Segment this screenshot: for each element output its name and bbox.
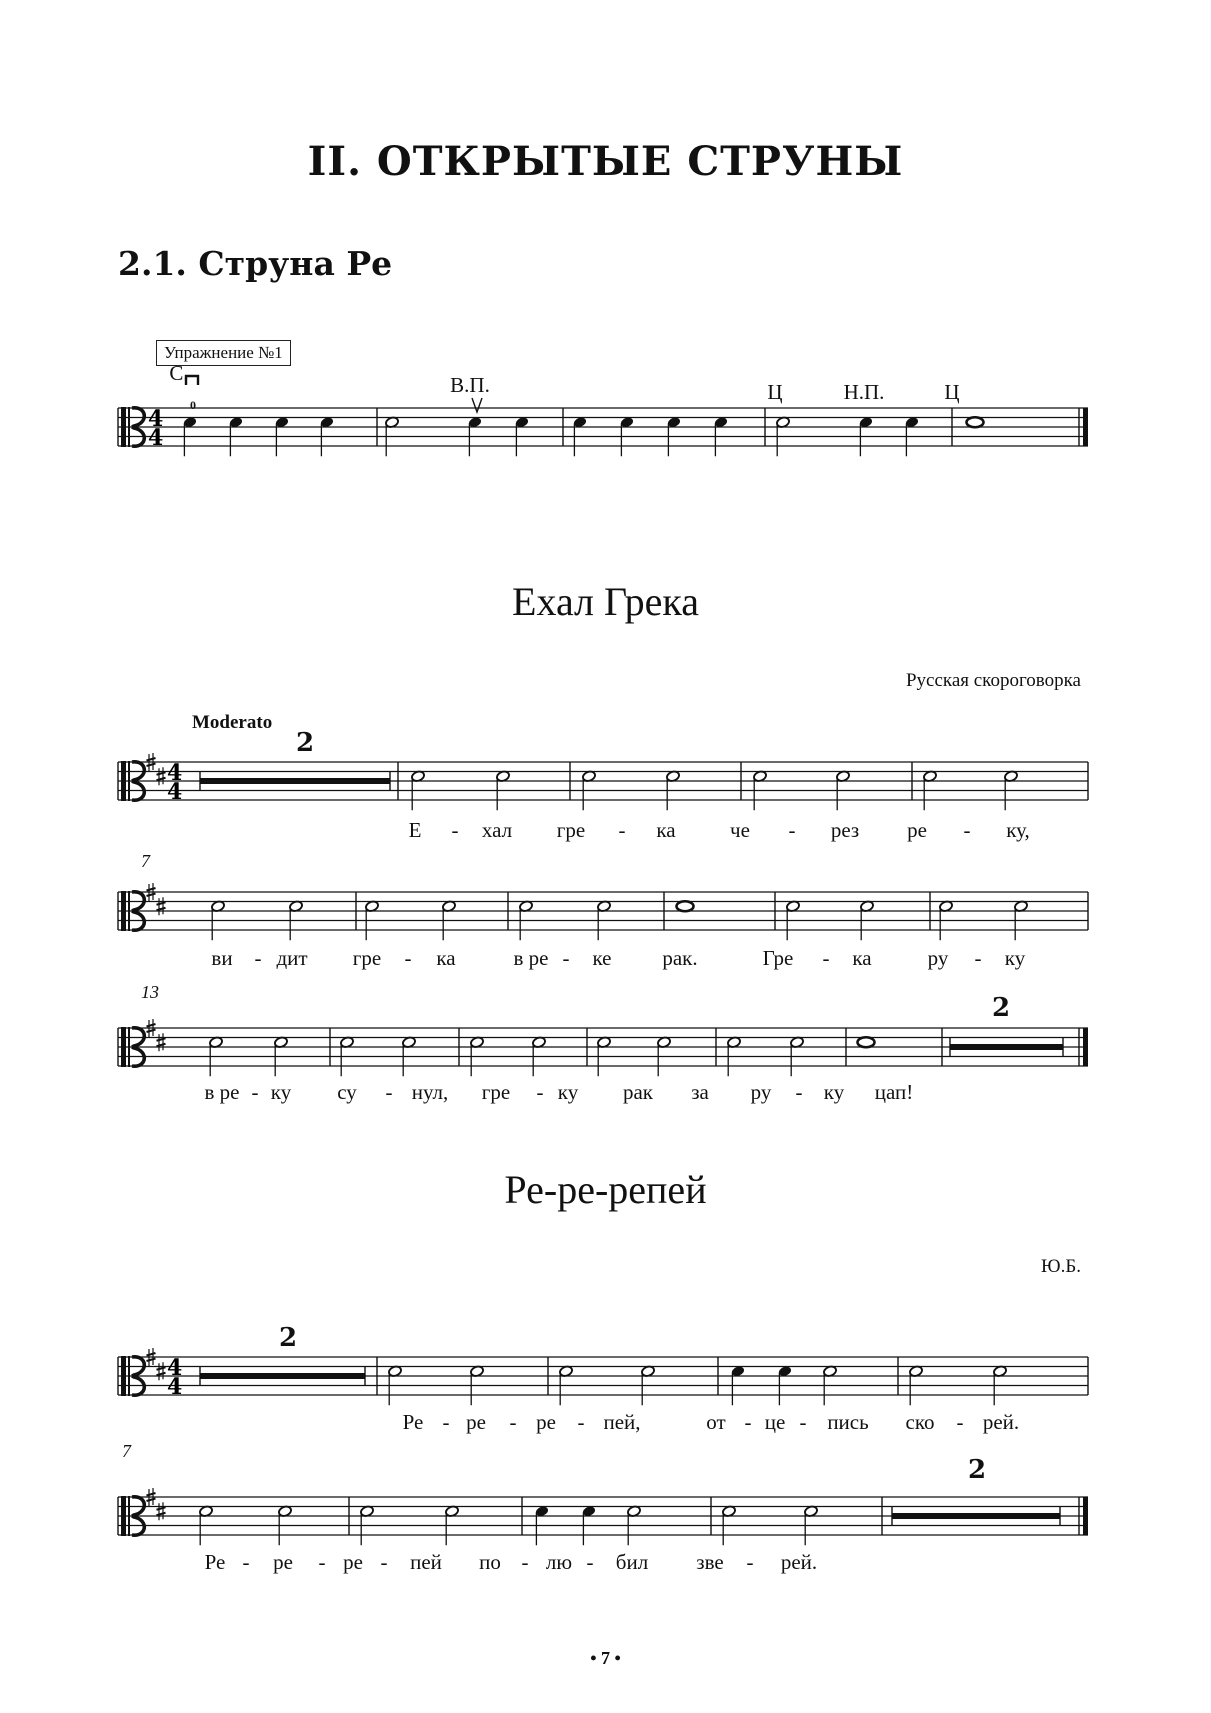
lyric-syllable: ку,: [1006, 818, 1030, 842]
sharp-sign: [157, 908, 166, 911]
sharp-sign: [157, 1513, 166, 1516]
alto-clef-thin: [128, 761, 130, 801]
multirest-number: 2: [967, 1455, 987, 1485]
sharp-sign: [157, 1038, 166, 1041]
lyric-syllable: пей,: [603, 1410, 641, 1434]
lyric-syllable: ру: [750, 1080, 772, 1104]
sharp-sign: [147, 1030, 156, 1033]
alto-clef-thin: [128, 407, 130, 447]
lyric-syllable: пей: [410, 1550, 442, 1574]
alto-clef-thin: [128, 1356, 130, 1396]
lyric-syllable: гре: [352, 946, 382, 970]
fingering-zero: 0: [190, 398, 196, 412]
lyric-hyphen: -: [451, 818, 459, 842]
sharp-sign: [157, 1373, 166, 1376]
alto-clef-thin: [128, 891, 130, 931]
mark-ts1: Ц: [767, 380, 783, 404]
lyric-syllable: рак.: [662, 946, 698, 970]
lyric-syllable: ско: [905, 1410, 935, 1434]
lyric-hyphen: -: [385, 1080, 393, 1104]
mark-c: С.: [169, 361, 189, 385]
lyric-syllable: ре: [536, 1410, 556, 1434]
lyric-hyphen: -: [788, 818, 796, 842]
tempo-marking: Moderato: [192, 712, 273, 733]
whole-note: [858, 1037, 875, 1047]
final-barline-thick: [1083, 1028, 1088, 1066]
lyric-syllable: це: [764, 1410, 786, 1434]
lyric-syllable: су: [337, 1080, 357, 1104]
chapter-title: II. ОТКРЫТЫЕ СТРУНЫ: [307, 138, 904, 185]
whole-note: [967, 417, 984, 427]
alto-clef-bar: [121, 1027, 126, 1067]
multirest-number: 2: [295, 728, 315, 758]
sharp-sign: [147, 1493, 156, 1496]
multirest-number: 2: [991, 993, 1011, 1023]
lyric-hyphen: -: [562, 946, 570, 970]
lyric-hyphen: -: [799, 1410, 807, 1434]
lyric-syllable: от: [706, 1410, 726, 1434]
lyric-syllable: зве: [696, 1550, 724, 1574]
lyric-syllable: пись: [827, 1410, 869, 1434]
time-signature-bottom: 4: [167, 1374, 183, 1400]
sharp-sign: [147, 1353, 156, 1356]
sharp-sign: [147, 758, 156, 761]
mark-np: Н.П.: [843, 380, 885, 404]
song2-credit: Ю.Б.: [1041, 1256, 1081, 1277]
lyric-syllable: Ре: [204, 1550, 226, 1574]
page-number: • 7 •: [590, 1648, 621, 1668]
sharp-sign: [157, 778, 166, 781]
song2-title: Ре-ре-репей: [504, 1167, 707, 1212]
lyric-hyphen: -: [618, 818, 626, 842]
lyric-hyphen: -: [318, 1550, 326, 1574]
song1-title: Ехал Грека: [512, 579, 699, 624]
sharp-sign: [147, 894, 156, 897]
alto-clef-thin: [128, 1027, 130, 1067]
lyric-hyphen: -: [586, 1550, 594, 1574]
lyric-syllable: лю: [545, 1550, 573, 1574]
sharp-sign: [147, 1499, 156, 1502]
down-bow-icon: [186, 376, 198, 385]
measure-number: 7: [141, 851, 150, 871]
lyric-syllable: ку: [1004, 946, 1026, 970]
lyric-syllable: ку: [823, 1080, 845, 1104]
multimeasure-rest: [200, 1373, 365, 1379]
time-signature-top: 4: [148, 406, 164, 432]
sharp-sign: [157, 1044, 166, 1047]
sharp-sign: [157, 772, 166, 775]
lyric-hyphen: -: [521, 1550, 529, 1574]
lyric-syllable: по: [479, 1550, 501, 1574]
lyric-hyphen: -: [509, 1410, 517, 1434]
lyric-syllable: Ре: [402, 1410, 424, 1434]
sharp-sign: [147, 764, 156, 767]
lyric-hyphen: -: [744, 1410, 752, 1434]
measure-number: 7: [122, 1441, 131, 1461]
sharp-sign: [157, 902, 166, 905]
lyric-syllable: рез: [830, 818, 860, 842]
whole-note: [677, 901, 694, 911]
lyric-syllable: дит: [276, 946, 308, 970]
lyric-syllable: ру: [927, 946, 949, 970]
alto-clef-bar: [121, 891, 126, 931]
lyric-hyphen: -: [963, 818, 971, 842]
lyric-syllable: бил: [615, 1550, 649, 1574]
lyric-syllable: ре: [273, 1550, 293, 1574]
lyric-syllable: рей.: [982, 1410, 1020, 1434]
lyric-hyphen: -: [822, 946, 830, 970]
lyric-syllable: цап!: [874, 1080, 914, 1104]
sharp-sign: [157, 1507, 166, 1510]
time-signature-bottom: 4: [148, 425, 164, 451]
sharp-sign: [147, 888, 156, 891]
alto-clef-bar: [121, 1496, 126, 1536]
lyric-hyphen: -: [242, 1550, 250, 1574]
lyric-syllable: Е: [408, 818, 422, 842]
up-bow-icon: [472, 398, 482, 412]
lyric-syllable: ка: [852, 946, 872, 970]
alto-clef-bar: [121, 761, 126, 801]
lyric-syllable: ре: [343, 1550, 363, 1574]
lyric-hyphen: -: [746, 1550, 754, 1574]
sharp-sign: [147, 1024, 156, 1027]
multimeasure-rest: [200, 778, 390, 784]
exercise-label: Упражнение №1: [156, 340, 291, 366]
lyric-syllable: ку: [557, 1080, 579, 1104]
mark-vp: В.П.: [450, 373, 490, 397]
section-title: 2.1. Струна Ре: [118, 244, 393, 283]
lyric-syllable: ка: [436, 946, 456, 970]
alto-clef-bar: [121, 407, 126, 447]
lyric-hyphen: -: [404, 946, 412, 970]
lyric-hyphen: -: [577, 1410, 585, 1434]
lyric-syllable: рак: [622, 1080, 654, 1104]
lyric-hyphen: -: [254, 946, 262, 970]
lyric-syllable: че: [730, 818, 750, 842]
lyric-syllable: ре: [907, 818, 927, 842]
lyric-syllable: в ре: [204, 1080, 240, 1104]
lyric-syllable: ре: [466, 1410, 486, 1434]
lyric-syllable: гре: [556, 818, 586, 842]
lyric-syllable: в ре: [513, 946, 549, 970]
lyric-hyphen: -: [442, 1410, 450, 1434]
final-barline-thick: [1083, 1497, 1088, 1535]
sharp-sign: [157, 1367, 166, 1370]
lyric-syllable: ке: [592, 946, 612, 970]
lyric-syllable: Гре: [762, 946, 794, 970]
lyric-syllable: нул,: [411, 1080, 449, 1104]
lyric-hyphen: -: [956, 1410, 964, 1434]
alto-clef-thin: [128, 1496, 130, 1536]
alto-clef-bar: [121, 1356, 126, 1396]
song1-credit: Русская скороговорка: [905, 670, 1081, 691]
time-signature-bottom: 4: [167, 779, 183, 805]
lyric-syllable: ка: [656, 818, 676, 842]
lyric-syllable: за: [691, 1080, 709, 1104]
lyric-syllable: ку: [270, 1080, 292, 1104]
multimeasure-rest: [950, 1044, 1063, 1050]
lyric-syllable: рей.: [780, 1550, 818, 1574]
lyric-syllable: гре: [481, 1080, 511, 1104]
time-signature-top: 4: [167, 1355, 183, 1381]
lyric-hyphen: -: [536, 1080, 544, 1104]
mark-ts2: Ц: [944, 380, 960, 404]
final-barline-thick: [1083, 408, 1088, 446]
multirest-number: 2: [278, 1323, 298, 1353]
sharp-sign: [147, 1359, 156, 1362]
lyric-hyphen: -: [974, 946, 982, 970]
measure-number: 13: [141, 982, 159, 1002]
lyric-hyphen: -: [380, 1550, 388, 1574]
time-signature-top: 4: [167, 760, 183, 786]
multimeasure-rest: [892, 1513, 1060, 1519]
lyric-syllable: ви: [211, 946, 233, 970]
lyric-hyphen: -: [251, 1080, 259, 1104]
lyric-hyphen: -: [795, 1080, 803, 1104]
lyric-syllable: хал: [481, 818, 513, 842]
